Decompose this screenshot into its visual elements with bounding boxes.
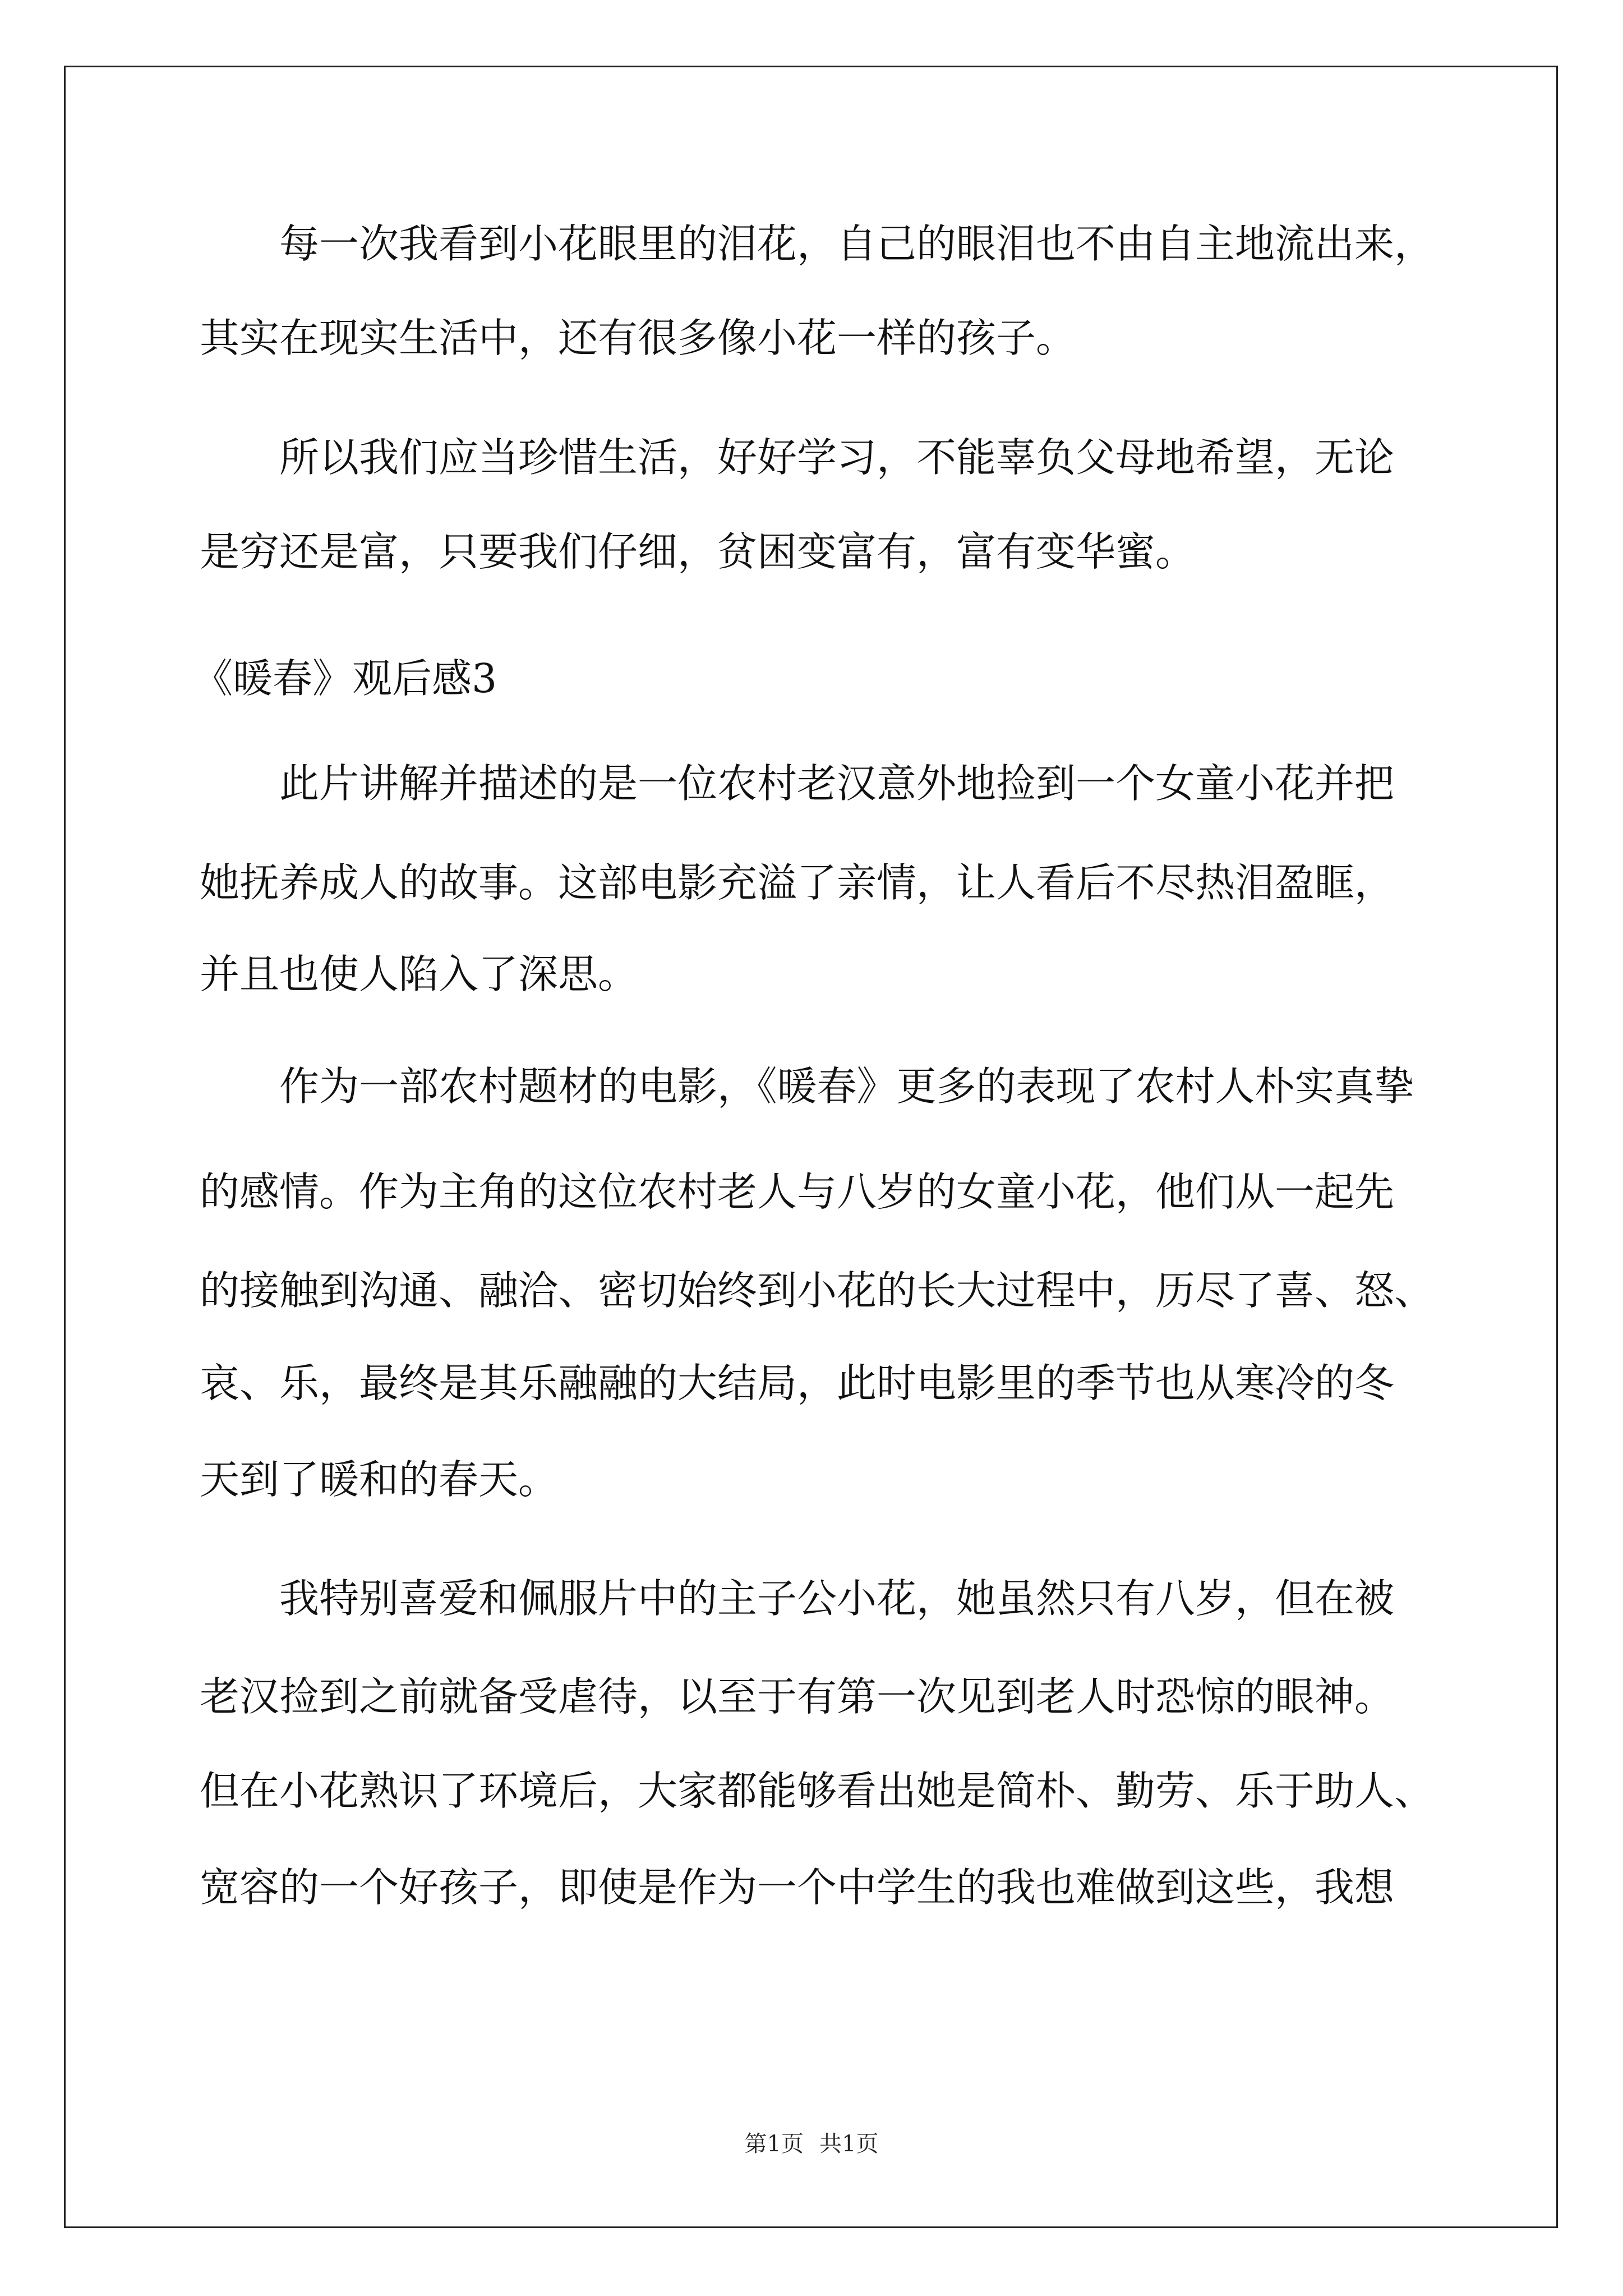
text-line: 她抚养成人的故事。这部电影充溢了亲情，让人看后不尽热泪盈眶， bbox=[200, 859, 1395, 906]
section-heading: 《暖春》观后感3 bbox=[193, 655, 497, 702]
text-line: 并且也使人陷入了深思。 bbox=[200, 951, 638, 997]
text-line: 的感情。作为主角的这位农村老人与八岁的女童小花，他们从一起先 bbox=[200, 1168, 1395, 1215]
text-line: 天到了暖和的春天。 bbox=[200, 1456, 559, 1503]
text-line: 此片讲解并描述的是一位农村老汉意外地捡到一个女童小花并把 bbox=[200, 760, 1395, 807]
text-line: 每一次我看到小花眼里的泪花，自己的眼泪也不由自主地流出来， bbox=[200, 220, 1435, 267]
text-line: 其实在现实生活中，还有很多像小花一样的孩子。 bbox=[200, 315, 1076, 361]
text-line: 老汉捡到之前就备受虐待，以至于有第一次见到老人时恐惊的眼神。 bbox=[200, 1673, 1395, 1720]
text-line: 所以我们应当珍惜生活，好好学习，不能辜负父母地希望，无论 bbox=[200, 434, 1395, 481]
page-total: 共1页 bbox=[819, 2131, 879, 2157]
text-line: 宽容的一个好孩子，即使是作为一个中学生的我也难做到这些，我想 bbox=[200, 1864, 1395, 1911]
text-line: 哀、乐，最终是其乐融融的大结局，此时电影里的季节也从寒冷的冬 bbox=[200, 1360, 1395, 1406]
text-line: 我特别喜爱和佩服片中的主子公小花，她虽然只有八岁，但在被 bbox=[200, 1575, 1395, 1622]
page-footer bbox=[0, 2130, 1623, 2158]
text-line: 作为一部农村题材的电影，《暖春》更多的表现了农村人朴实真挚 bbox=[200, 1063, 1414, 1110]
text-line: 的接触到沟通、融洽、密切始终到小花的长大过程中，历尽了喜、怒、 bbox=[200, 1267, 1435, 1314]
text-line: 但在小花熟识了环境后，大家都能够看出她是简朴、勤劳、乐于助人、 bbox=[200, 1768, 1435, 1814]
page-number: 第1页 bbox=[744, 2131, 804, 2157]
text-line: 是穷还是富，只要我们仔细，贫困变富有，富有变华蜜。 bbox=[200, 528, 1196, 575]
